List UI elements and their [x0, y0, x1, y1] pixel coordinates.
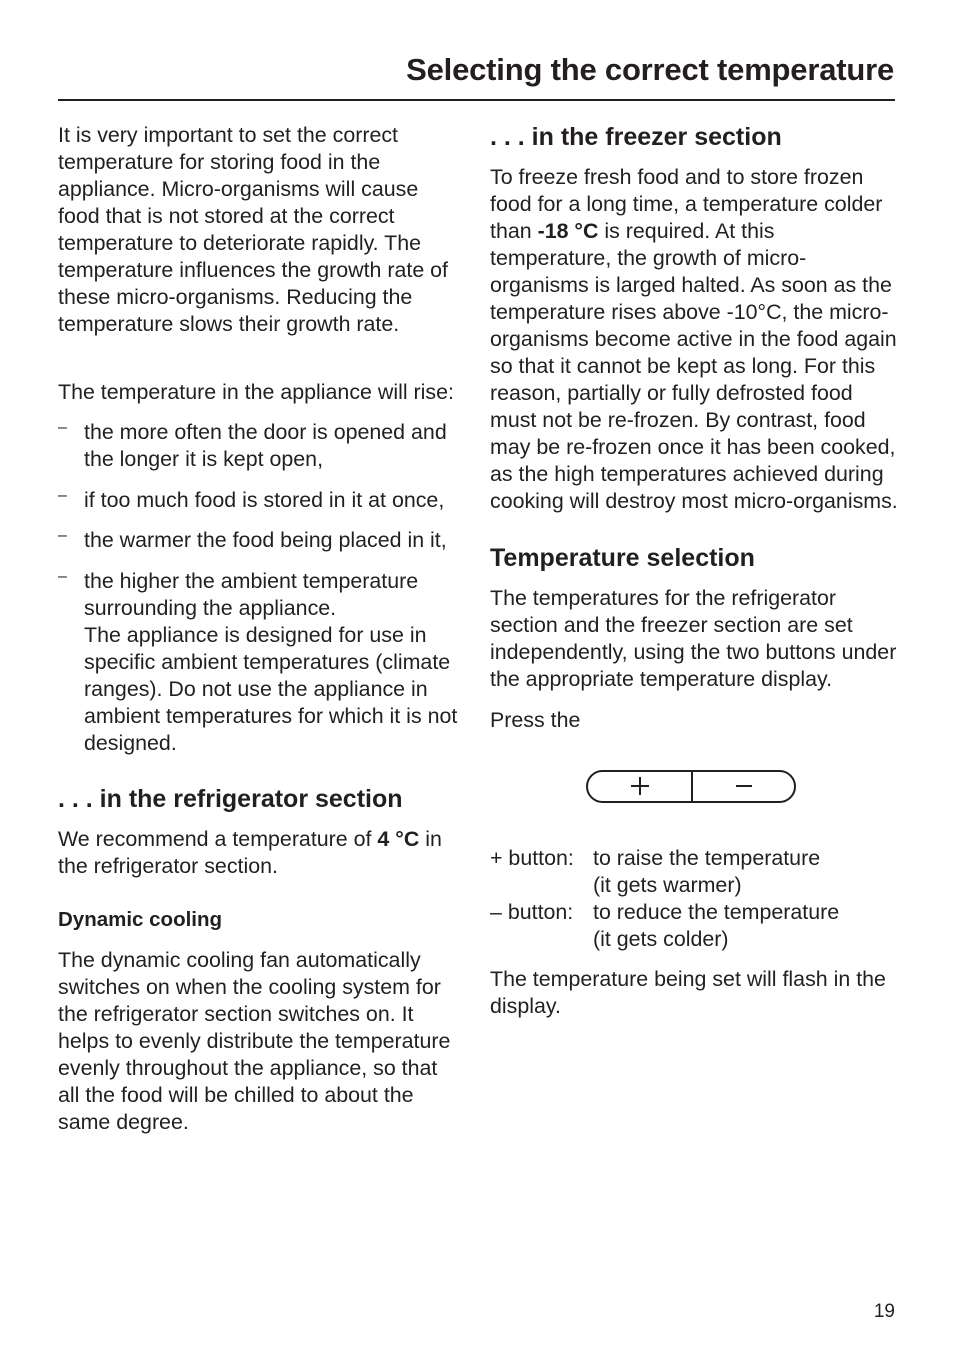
freezer-text-after: is required. At this temperature, the growth of micro-organisms is larged halted. As soon as the temperature rises above -10°C, the micro-organisms become active in the food again so that it cannot be kept as long. For this reason, partially or fully defrosted food must not be re-frozen. By contrast, food may be re-frozen once it has been cooked, as the high temperatures achieved during cooking will destroy most micro-organisms. [490, 219, 898, 513]
list-item-text: if too much food is stored in it at once, [84, 488, 445, 512]
freezer-temperature: -18 °C [537, 219, 599, 243]
page-title: Selecting the correct temperature [406, 52, 894, 87]
rise-intro: The temperature in the appliance will rise: [58, 380, 454, 404]
fridge-text-before: We recommend a temperature of [58, 827, 378, 851]
dash-bullet: – [58, 487, 67, 504]
freezer-heading: . . . in the freezer section [490, 123, 782, 151]
right-column [490, 122, 898, 1020]
freezer-paragraph [490, 164, 898, 515]
list-item [58, 568, 463, 757]
fridge-text-after: in the refrigerator section. [58, 827, 442, 878]
list-item-note: The appliance is designed for use in specific ambient temperatures (climate ranges). Do not use the appliance in ambient temperatures for which it is not designed. [84, 623, 458, 755]
list-item [58, 487, 463, 514]
flash-paragraph: The temperature being set will flash in the display. [490, 967, 886, 1018]
plus-button-label: + button: [490, 846, 574, 870]
minus-button-label: – button: [490, 900, 574, 924]
dash-bullet: – [58, 527, 67, 544]
minus-icon [736, 785, 752, 787]
dash-bullet: – [58, 568, 67, 585]
minus-button-action: to reduce the temperature [593, 900, 840, 924]
intro-paragraph: It is very important to set the correct temperature for storing food in the appliance. Micro-organisms will cause food that is not stored at the correct temperature to deteriorate rapidly. The temperature influences the growth rate of these micro-organisms. Reducing the temperature slows their growth rate. [58, 123, 449, 336]
title-divider [58, 99, 895, 101]
fridge-heading: . . . in the refrigerator section [58, 785, 403, 813]
list-item-text: the warmer the food being placed in it, [84, 528, 447, 552]
temperature-selection-heading: Temperature selection [490, 544, 755, 572]
temperature-selection-paragraph: The temperatures for the refrigerator section and the freezer section are set independently, using the two buttons under the appropriate temperature display. [490, 586, 897, 691]
dash-bullet: – [58, 419, 67, 436]
minus-button-note: (it gets colder) [593, 927, 729, 951]
plus-button-note: (it gets warmer) [593, 873, 742, 897]
fridge-temperature: 4 °C [377, 827, 420, 851]
button-descriptions [490, 845, 898, 953]
freezer-text-before: To freeze fresh food and to store frozen food for a long time, a temperature colder than [490, 165, 883, 243]
plus-minus-button-graphic [586, 770, 796, 803]
minus-button [693, 772, 797, 801]
list-item [58, 419, 463, 473]
dynamic-cooling-paragraph: The dynamic cooling fan automatically switches on when the cooling system for the refrigerator section switches on. It helps to evenly distribute the temperature evenly throughout the appliance, so that all the food will be chilled to about the same degree. [58, 948, 451, 1134]
page-number: 19 [873, 1301, 895, 1322]
fridge-paragraph [58, 826, 463, 880]
plus-button-action: to raise the temperature [593, 846, 821, 870]
dynamic-cooling-heading: Dynamic cooling [58, 908, 223, 931]
list-item-text: the more often the door is opened and the longer it is kept open, [84, 420, 447, 471]
list-item-text: the higher the ambient temperature surrounding the appliance. [84, 569, 419, 620]
list-item [58, 527, 463, 554]
press-the-text: Press the [490, 708, 581, 732]
plus-button [588, 772, 692, 801]
left-column [58, 122, 463, 1136]
